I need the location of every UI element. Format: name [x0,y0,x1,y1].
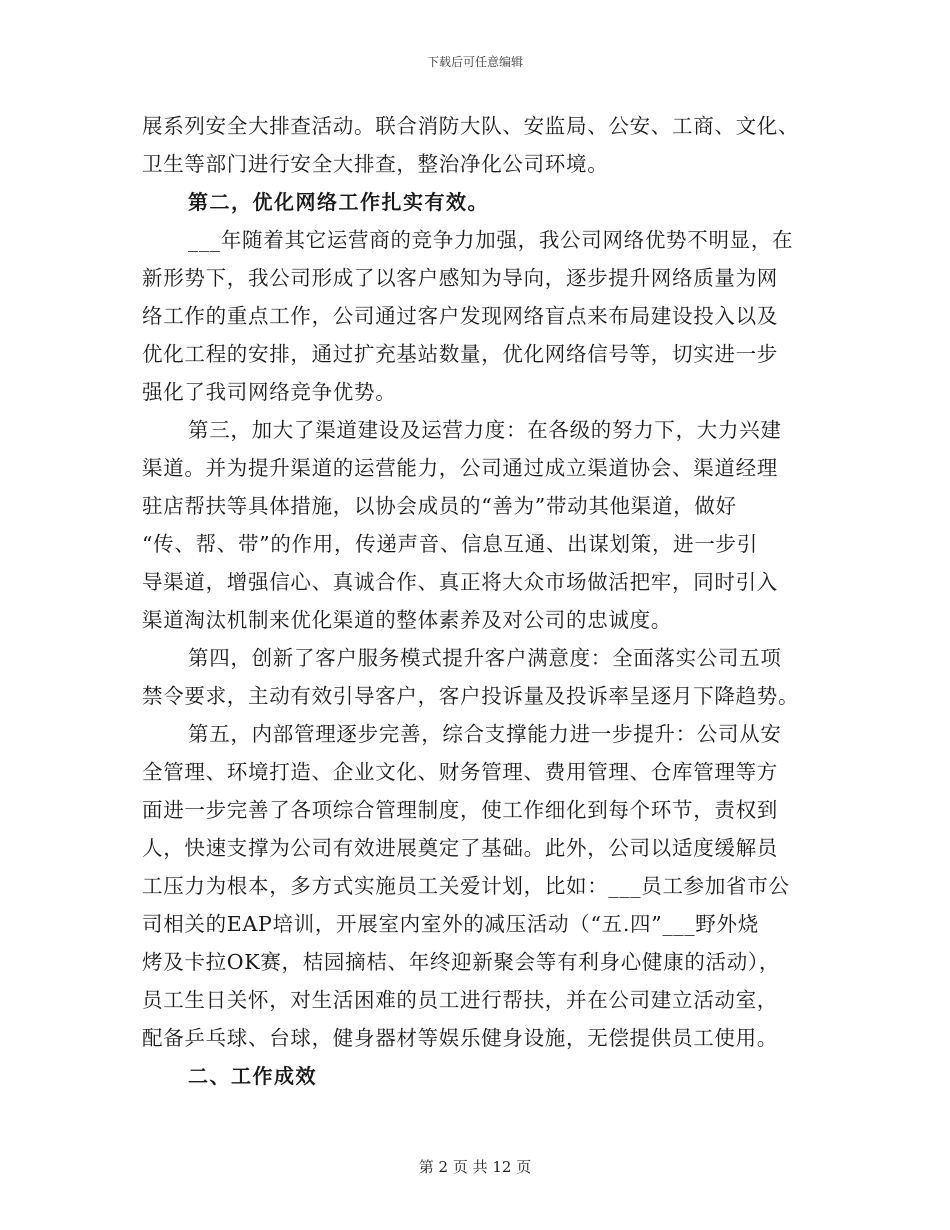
text-line: 员工生日关怀，对生活困难的员工进行帮扶，并在公司建立活动室， [142,988,778,1012]
text-line: 禁令要求，主动有效引导客户，客户投诉量及投诉率呈逐月下降趋势。 [142,684,800,708]
text-line: 导渠道，增强信心、真诚合作、真正将大众市场做活把牢，同时引入 [142,570,778,594]
text-line: 司相关的EAP培训，开展室内室外的减压活动（“五.四”___野外烧 [142,912,759,936]
text-line: 新形势下，我公司形成了以客户感知为导向，逐步提升网络质量为网 [142,266,778,290]
text-line: 全管理、环境打造、企业文化、财务管理、费用管理、仓库管理等方 [142,760,778,784]
text-line: 络工作的重点工作，公司通过客户发现网络盲点来布局建设投入以及 [142,304,778,328]
text-line: 卫生等部门进行安全大排查，整治净化公司环境。 [142,152,609,176]
text-line: 第五，内部管理逐步完善，综合支撑能力进一步提升：公司从安 [188,722,782,746]
text-line: ___年随着其它运营商的竞争力加强，我公司网络优势不明显，在 [188,228,794,252]
text-line: 工压力为根本，多方式实施员工关爱计划，比如：___员工参加省市公 [142,874,790,898]
text-line: 驻店帮扶等具体措施，以协会成员的“善为”带动其他渠道，做好 [142,494,737,518]
text-line: 展系列安全大排查活动。联合消防大队、安监局、公安、工商、文化、 [142,114,800,138]
section-heading: 第二，优化网络工作扎实有效。 [188,190,489,214]
text-line: 优化工程的安排，通过扩充基站数量，优化网络信号等，切实进一步 [142,342,778,366]
text-line: 第三，加大了渠道建设及运营力度：在各级的努力下，大力兴建 [188,418,782,442]
text-line: 强化了我司网络竞争优势。 [142,380,397,404]
text-line: 渠道淘汰机制来优化渠道的整体素养及对公司的忠诚度。 [142,608,672,632]
text-line: 渠道。并为提升渠道的运营能力，公司通过成立渠道协会、渠道经理 [142,456,778,480]
page-header: 下载后可任意编辑 [426,55,523,69]
text-line: 配备乒乓球、台球，健身器材等娱乐健身设施，无偿提供员工使用。 [142,1026,778,1050]
text-line: 面进一步完善了各项综合管理制度，使工作细化到每个环节，责权到 [142,798,778,822]
text-line: “传、帮、带”的作用，传递声音、信息互通、出谋划策，进一步引 [142,532,758,556]
text-line: 第四，创新了客户服务模式提升客户满意度：全面落实公司五项 [188,646,782,670]
section-heading: 二、工作成效 [188,1064,317,1088]
text-line: 人，快速支撑为公司有效进展奠定了基础。此外，公司以适度缓解员 [142,836,778,860]
text-line: 烤及卡拉OK赛，桔园摘桔、年终迎新聚会等有利身心健康的活动）， [142,950,781,974]
page-footer: 第 2 页 共 12 页 [418,1158,532,1176]
